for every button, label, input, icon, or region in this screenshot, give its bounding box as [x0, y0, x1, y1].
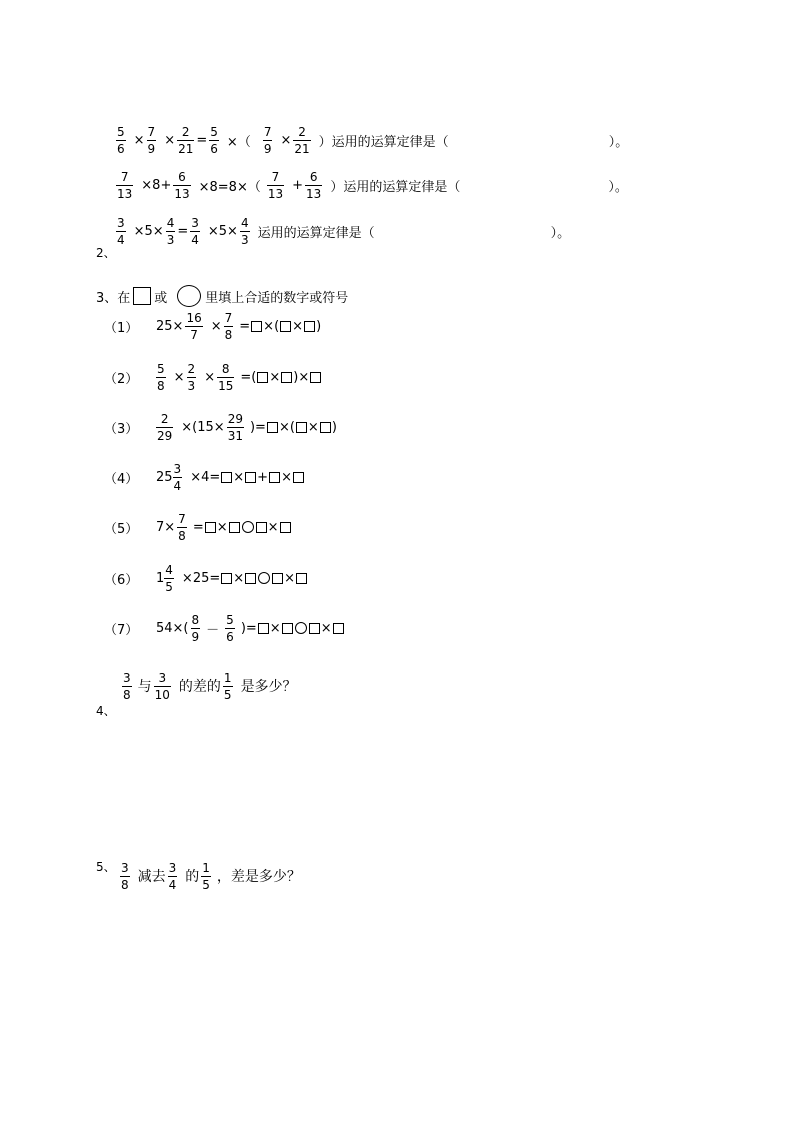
fraction: $\frac{4}{5}$: [165, 562, 173, 594]
answer-box[interactable]: [205, 522, 216, 533]
fraction: $\frac{3}{4}$: [117, 215, 125, 247]
answer-circle[interactable]: [258, 572, 270, 584]
answer-box[interactable]: [310, 372, 321, 383]
problem-text: ，差是多少？: [216, 869, 301, 885]
expression-text: 25×: [156, 318, 184, 334]
answer-box[interactable]: [257, 372, 268, 383]
fraction: $\frac{7}{8}$: [224, 310, 233, 342]
item-number: （2）: [104, 371, 139, 387]
answer-box[interactable]: [293, 472, 304, 483]
fraction: $\frac{2}{21}$: [294, 124, 310, 156]
expression-text: ×5×: [207, 223, 238, 239]
answer-circle[interactable]: [295, 622, 307, 634]
fill-item-4: （4） 25 $\frac{3}{4}$ ×4= × + ×: [104, 455, 305, 499]
law-question-2: [114, 163, 628, 207]
law-prompt: 运用的运算定律是（: [343, 179, 461, 195]
answer-box[interactable]: [296, 573, 307, 584]
answer-box[interactable]: [229, 522, 240, 533]
fraction: $\frac{16}{7}$: [186, 310, 202, 342]
fraction: $\frac{6}{13}$: [174, 169, 190, 201]
answer-box[interactable]: [245, 573, 256, 584]
fraction: $\frac{3}{8}$: [123, 670, 131, 702]
fill-item-6: （6） 1 $\frac{4}{5}$ ×25= × ×: [104, 556, 308, 600]
law-prompt: 运用的运算定律是（: [331, 134, 449, 150]
law-question-1: [114, 118, 628, 162]
fraction: $\frac{4}{3}$: [240, 215, 249, 247]
expression-text: ×(15×: [181, 419, 225, 435]
expression-text: ×25=: [181, 570, 221, 586]
item-number: （3）: [104, 421, 139, 437]
fraction: $\frac{29}{31}$: [227, 411, 243, 443]
answer-box[interactable]: [280, 321, 291, 332]
expression-text: )=: [240, 620, 257, 636]
question-number-5: 5、: [96, 860, 116, 874]
square-icon: [133, 287, 151, 305]
mixed-number: 25 $\frac{3}{4}$: [156, 461, 182, 493]
plus-sign: +: [292, 177, 304, 193]
answer-box[interactable]: [272, 573, 283, 584]
problem-text: 的: [185, 869, 200, 885]
close-paren: ）: [318, 134, 332, 150]
fraction: $\frac{3}{8}$: [121, 860, 129, 892]
answer-box[interactable]: [251, 321, 262, 332]
item-number: （7）: [104, 622, 139, 638]
item-number: （6）: [104, 572, 139, 588]
fraction: $\frac{7}{9}$: [147, 124, 156, 156]
mixed-number: 1 $\frac{4}{5}$: [156, 562, 173, 594]
expression-text: ×5×: [133, 223, 164, 239]
fraction: $\frac{6}{13}$: [306, 169, 322, 201]
answer-box[interactable]: [221, 573, 232, 584]
fraction: $\frac{5}{6}$: [226, 612, 234, 644]
fill-item-5: （5） 7× $\frac{7}{8}$ = × ×: [104, 505, 292, 549]
law-prompt: 运用的运算定律是（: [257, 225, 375, 241]
fraction: $\frac{2}{21}$: [178, 124, 194, 156]
answer-box[interactable]: [282, 623, 293, 634]
fraction: $\frac{3}{4}$: [173, 461, 182, 493]
question-number-2: 2、: [96, 246, 116, 260]
times-sign: ×: [164, 132, 176, 148]
answer-box[interactable]: [267, 422, 278, 433]
expression-text: =(: [240, 369, 257, 385]
fraction: $\frac{1}{5}$: [202, 860, 210, 892]
fraction: $\frac{2}{29}$: [157, 411, 173, 443]
expression-text: )=: [249, 419, 266, 435]
answer-box[interactable]: [280, 522, 291, 533]
fill-item-7: （7） 54×( $\frac{8}{9}$ － $\frac{5}{6}$ )= × ×: [104, 606, 345, 650]
word-problem-5: [118, 854, 301, 898]
times-sign: ×: [173, 369, 185, 385]
answer-box[interactable]: [221, 472, 232, 483]
fraction: $\frac{7}{9}$: [263, 124, 272, 156]
answer-box[interactable]: [256, 522, 267, 533]
answer-box[interactable]: [320, 422, 331, 433]
fill-item-2: （2） $\frac{5}{8}$ × $\frac{2}{3}$ × $\frac{8}{15}$ =( × ) ×: [104, 355, 322, 399]
item-number: （5）: [104, 521, 139, 537]
fraction: $\frac{2}{3}$: [187, 361, 196, 393]
fraction: $\frac{4}{3}$: [166, 215, 175, 247]
fraction: $\frac{5}{6}$: [117, 124, 125, 156]
answer-box[interactable]: [333, 623, 344, 634]
problem-text: 的差的: [178, 679, 221, 695]
problem-text: 是多少？: [240, 679, 297, 695]
fraction: $\frac{7}{13}$: [267, 169, 284, 201]
times-sign: ×: [210, 318, 222, 334]
fraction: $\frac{8}{9}$: [191, 612, 200, 644]
answer-box[interactable]: [304, 321, 315, 332]
expression-text: 54×(: [156, 620, 189, 636]
times-sign: ×: [204, 369, 216, 385]
expression-text: ×8=8×（: [198, 179, 261, 195]
question-number-4: 4、: [96, 704, 116, 718]
word-problem-4: [120, 664, 297, 708]
answer-box[interactable]: [269, 472, 280, 483]
answer-box[interactable]: [296, 422, 307, 433]
fraction: $\frac{7}{8}$: [178, 511, 186, 543]
item-number: （1）: [104, 320, 139, 336]
law-close: ）。: [608, 179, 628, 195]
expression-text: ×4=: [190, 469, 221, 485]
fill-item-1: （1） 25× $\frac{16}{7}$ × $\frac{7}{8}$ = × ( × ): [104, 310, 322, 342]
fraction: $\frac{3}{10}$: [154, 670, 170, 702]
or-text: 或: [154, 290, 168, 306]
expression-text: =: [192, 519, 204, 535]
answer-box[interactable]: [258, 623, 269, 634]
equals-sign: =: [239, 318, 251, 334]
problem-text: 与: [137, 679, 152, 695]
question-number-3: 3、在: [96, 290, 131, 306]
times-sign: ×: [133, 132, 145, 148]
answer-box[interactable]: [309, 623, 320, 634]
expression-text: ×8+: [141, 177, 172, 193]
fraction: $\frac{8}{15}$: [218, 361, 234, 393]
fraction: $\frac{5}{6}$: [210, 124, 218, 156]
law-question-3: [114, 209, 570, 253]
law-close: ）。: [550, 225, 571, 241]
instruction-text: 里填上合适的数字或符号: [205, 290, 349, 306]
times-sign: ×: [280, 132, 292, 148]
law-close: ）。: [608, 134, 629, 150]
item-number: （4）: [104, 471, 139, 487]
close-paren: ）: [330, 179, 344, 195]
fraction: $\frac{1}{5}$: [223, 670, 232, 702]
answer-box[interactable]: [281, 372, 292, 383]
equals-sign: =: [177, 223, 189, 239]
expression-text: 7×: [156, 519, 176, 535]
answer-box[interactable]: [245, 472, 256, 483]
fraction: $\frac{3}{4}$: [191, 215, 199, 247]
minus-sign: －: [206, 622, 220, 638]
fraction: $\frac{3}{4}$: [168, 860, 177, 892]
answer-circle[interactable]: [242, 521, 254, 533]
fraction: $\frac{5}{8}$: [157, 361, 165, 393]
problem-text: 减去: [137, 869, 166, 885]
fill-item-3: （3） $\frac{2}{29}$ ×(15× $\frac{29}{31}$ )= × ( × ): [104, 411, 337, 443]
times-sign: ×（: [226, 134, 251, 150]
equals-sign: =: [196, 132, 208, 148]
fraction: $\frac{7}{13}$: [117, 169, 133, 201]
